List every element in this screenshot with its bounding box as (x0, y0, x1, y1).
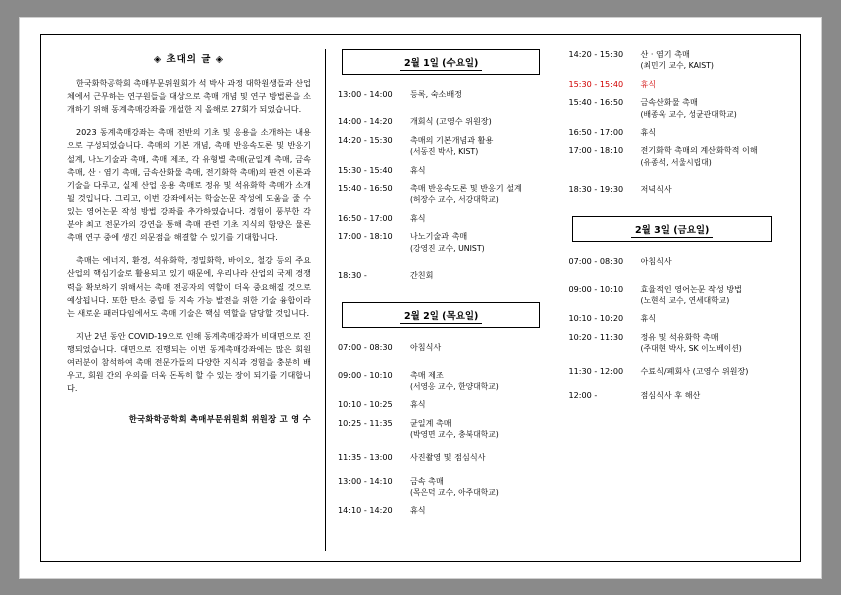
schedule-desc: 등록, 숙소배정 (409, 89, 462, 99)
schedule-time: 16:50 - 17:00 (337, 212, 393, 223)
schedule-speaker: (배종욱 교수, 성균관대학교) (640, 109, 737, 119)
schedule-speaker: (노현석 교수, 연세대학교) (640, 296, 730, 306)
document-border (40, 34, 801, 562)
schedule-desc: 휴식 (409, 505, 426, 516)
schedule-row (338, 476, 545, 499)
schedule-desc (410, 370, 545, 393)
schedule-speaker: (서영응 교수, 한양대학교) (409, 382, 499, 392)
spacer (338, 261, 545, 270)
schedule-row (568, 313, 776, 324)
schedule-row (338, 116, 545, 127)
day1-heading (342, 49, 541, 75)
schedule-title: 촉매의 기본개념과 활용 (409, 134, 494, 145)
schedule-title: 산 · 염기 촉매 (640, 49, 690, 59)
document-page (20, 18, 821, 578)
schedule-desc: 점심식사 후 해산 (640, 389, 701, 400)
schedule-desc: 휴식 (640, 78, 657, 89)
schedule-title: 촉매 반응속도론 및 반응기 설계 (409, 183, 522, 193)
three-column-layout (41, 35, 800, 561)
schedule-time: 15:30 - 15:40 (337, 164, 393, 175)
spacer (338, 107, 545, 116)
schedule-time: 09:00 - 10:10 (568, 283, 624, 294)
schedule-desc (410, 183, 545, 206)
schedule-row (338, 231, 545, 254)
schedule-time: 07:00 - 08:30 (568, 256, 624, 267)
schedule-row (568, 184, 776, 195)
schedule-row (338, 183, 545, 206)
schedule-speaker: (주대현 박사, SK 이노베이션) (640, 344, 742, 354)
schedule-time: 14:20 - 15:30 (568, 49, 624, 59)
schedule-time: 09:00 - 10:10 (337, 369, 393, 380)
day2-schedule (338, 342, 545, 517)
schedule-time: 10:10 - 10:20 (568, 313, 624, 324)
day3-schedule (568, 256, 776, 401)
schedule-row (568, 97, 776, 120)
schedule-desc (410, 231, 545, 254)
schedule-desc (640, 284, 776, 307)
schedule-desc: 휴식 (409, 399, 426, 410)
schedule-time: 15:40 - 16:50 (337, 183, 393, 193)
schedule-title: 균일계 촉매 (409, 417, 452, 428)
schedule-title: 효율적인 영어논문 작성 방법 (640, 283, 742, 294)
schedule-row (568, 390, 776, 401)
schedule-column-right (556, 49, 788, 551)
day2-schedule-continued (568, 49, 776, 195)
schedule-row (568, 49, 776, 72)
schedule-row (568, 332, 776, 355)
schedule-time: 10:25 - 11:35 (337, 417, 393, 428)
schedule-speaker: (강영진 교수, UNIST) (409, 243, 485, 253)
schedule-speaker: (유종석, 서울시립대) (640, 157, 712, 167)
schedule-row (338, 135, 545, 158)
schedule-row (338, 452, 545, 463)
schedule-speaker: (허장수 교수, 서강대학교) (409, 195, 499, 205)
invitation-paragraph: 지난 2년 동안 COVID-19으로 인해 동계촉매강좌가 비대면으로 진행되었습니다. 대면으로 진행되는 이번 동계촉매강좌에는 많은 회원 여러분이 참석하여 촉매 전문가들의 다양한 지식과 경험을 충분히 배우고, 회원 간의 우의를 더욱 돈독히 할 수 있는 장이 되기를 기대합니다. (67, 330, 311, 394)
schedule-desc: 휴식 (409, 164, 426, 175)
schedule-time: 17:00 - 18:10 (337, 231, 393, 242)
schedule-title: 금속 촉매 (409, 475, 444, 486)
schedule-row (338, 399, 545, 410)
schedule-row (338, 505, 545, 516)
schedule-desc (410, 476, 545, 499)
schedule-time: 14:20 - 15:30 (337, 134, 393, 145)
schedule-desc: 개회식 (고영수 위원장) (409, 116, 492, 127)
schedule-time: 18:30 - (337, 269, 367, 280)
schedule-desc: 수료식/폐회사 (고영수 위원장) (640, 366, 749, 377)
schedule-time: 14:00 - 14:20 (337, 116, 393, 127)
schedule-time: 17:00 - 18:10 (568, 145, 624, 156)
schedule-time: 07:00 - 08:30 (337, 342, 393, 353)
schedule-row (568, 284, 776, 307)
schedule-time: 15:30 - 15:40 (568, 78, 624, 89)
schedule-time: 11:30 - 12:00 (568, 366, 624, 377)
schedule-desc: 아침식사 (640, 256, 672, 267)
schedule-row (568, 79, 776, 90)
schedule-desc (640, 145, 776, 168)
day1-heading-label: 2월 1일 (수요일) (400, 58, 482, 71)
schedule-title: 전기화학 촉매의 계산화학적 이해 (640, 145, 758, 156)
schedule-time: 13:00 - 14:10 (337, 475, 393, 486)
schedule-time: 18:30 - 19:30 (568, 183, 624, 194)
schedule-desc (410, 418, 545, 441)
schedule-time: 10:10 - 10:25 (337, 399, 393, 410)
schedule-speaker: (최민기 교수, KAIST) (640, 61, 714, 71)
day3-heading (572, 216, 772, 242)
schedule-desc (410, 135, 545, 158)
schedule-row (338, 165, 545, 176)
schedule-title: 정유 및 석유화학 촉매 (640, 331, 719, 342)
schedule-title: 나노기술과 촉매 (409, 231, 468, 242)
schedule-row (338, 370, 545, 393)
schedule-time: 13:00 - 14:00 (337, 89, 393, 99)
invitation-paragraph: 2023 동계촉매강좌는 촉매 전반의 기초 및 응용을 소개하는 내용으로 구성되었습니다. 촉매의 기본 개념, 촉매 반응속도론 및 반응기 설계, 나노기술과 촉매, 촉매 제조, 각 유형별 촉매(균일계 촉매, 금속 촉매, 산 · 염기 촉매, 금속산화물 촉매, 전기화학 촉매)의 판견 이론과 기술을 다루고, 실제 산업 응용 촉매로 정유 및 석유화학 촉매가 소개될 것입니다. 그리고, 이번 강좌에서는 학술논문 작성에 도움을 줄 수 있는 영어논문 작성 방법 강좌를 추가하였습니다. 경험이 풍부한 각 분야 최고 전문가의 강연을 통해 촉매 관련 기초 지식의 함양은 물론 촉매 연구 중에 생긴 의문점을 해결할 수 있기를 기대합니다. (67, 127, 311, 243)
spacer (568, 175, 776, 184)
invitation-column (53, 49, 325, 551)
schedule-time: 15:40 - 16:50 (568, 97, 624, 108)
schedule-time: 14:10 - 14:20 (337, 505, 393, 516)
spacer (338, 361, 545, 370)
schedule-row (568, 127, 776, 138)
schedule-row (568, 256, 776, 267)
schedule-desc: 저녁식사 (640, 183, 672, 194)
schedule-time: 12:00 - (568, 389, 598, 400)
invitation-paragraph: 한국화학공학회 촉매부문위원회가 석 박사 과정 대학원생들과 산업체에서 근무하는 연구원들을 대상으로 촉매 개념 및 연구 방법론을 소개하기 위해 동계촉매강좌를 개설한 지 올해로 27회가 되었습니다. (67, 78, 311, 115)
schedule-time: 11:35 - 13:00 (337, 452, 393, 463)
schedule-speaker: (박영면 교수, 충북대학교) (409, 430, 499, 440)
schedule-row (568, 366, 776, 377)
schedule-title: 촉매 제조 (409, 369, 444, 380)
schedule-speaker: (서동진 박사, KIST) (409, 147, 479, 157)
schedule-desc: 휴식 (640, 126, 657, 137)
invitation-title: ◈ 초대의 글 ◈ (153, 54, 225, 65)
schedule-desc (640, 49, 776, 72)
schedule-column-middle (325, 49, 557, 551)
schedule-desc: 휴식 (640, 313, 657, 324)
schedule-time: 16:50 - 17:00 (568, 126, 624, 137)
schedule-desc: 간친회 (409, 269, 434, 280)
spacer (566, 202, 778, 216)
day3-heading-label: 2월 3일 (금요일) (631, 225, 713, 238)
schedule-row (338, 270, 545, 281)
day1-schedule (338, 89, 545, 281)
schedule-title: 금속산화물 촉매 (640, 97, 698, 108)
schedule-desc (640, 97, 776, 120)
schedule-desc: 아침식사 (409, 342, 442, 353)
schedule-row (338, 89, 545, 100)
schedule-row (568, 145, 776, 168)
schedule-desc (640, 332, 776, 355)
schedule-row (338, 418, 545, 441)
schedule-desc: 사진촬영 및 점심식사 (409, 452, 486, 463)
schedule-speaker: (목은덕 교수, 아주대학교) (409, 488, 499, 498)
schedule-row (338, 342, 545, 353)
invitation-signature: 한국화학공학회 촉매부문위원회 위원장 고 영 수 (128, 414, 311, 425)
schedule-time: 10:20 - 11:30 (568, 331, 624, 342)
schedule-row (338, 213, 545, 224)
day2-heading-label: 2월 2일 (목요일) (400, 311, 482, 324)
spacer (568, 275, 776, 284)
day2-heading (342, 302, 541, 328)
schedule-desc: 휴식 (409, 212, 426, 223)
invitation-paragraph: 촉매는 에너지, 환경, 석유화학, 정밀화학, 바이오, 철강 등의 주요 산업의 핵심기술로 활용되고 있기 때문에, 우리나라 산업의 국제 경쟁력을 확보하기 위해서는 촉매 전공자의 역할이 더욱 중요해질 것으로 예상됩니다. 또한 탄소 중립 등 지속 가능 발전을 위한 기술 융합이라는 새로운 패러다임에서도 촉매 기술은 핵심 역할을 담당할 것입니다. (67, 255, 311, 318)
spacer (336, 288, 547, 302)
